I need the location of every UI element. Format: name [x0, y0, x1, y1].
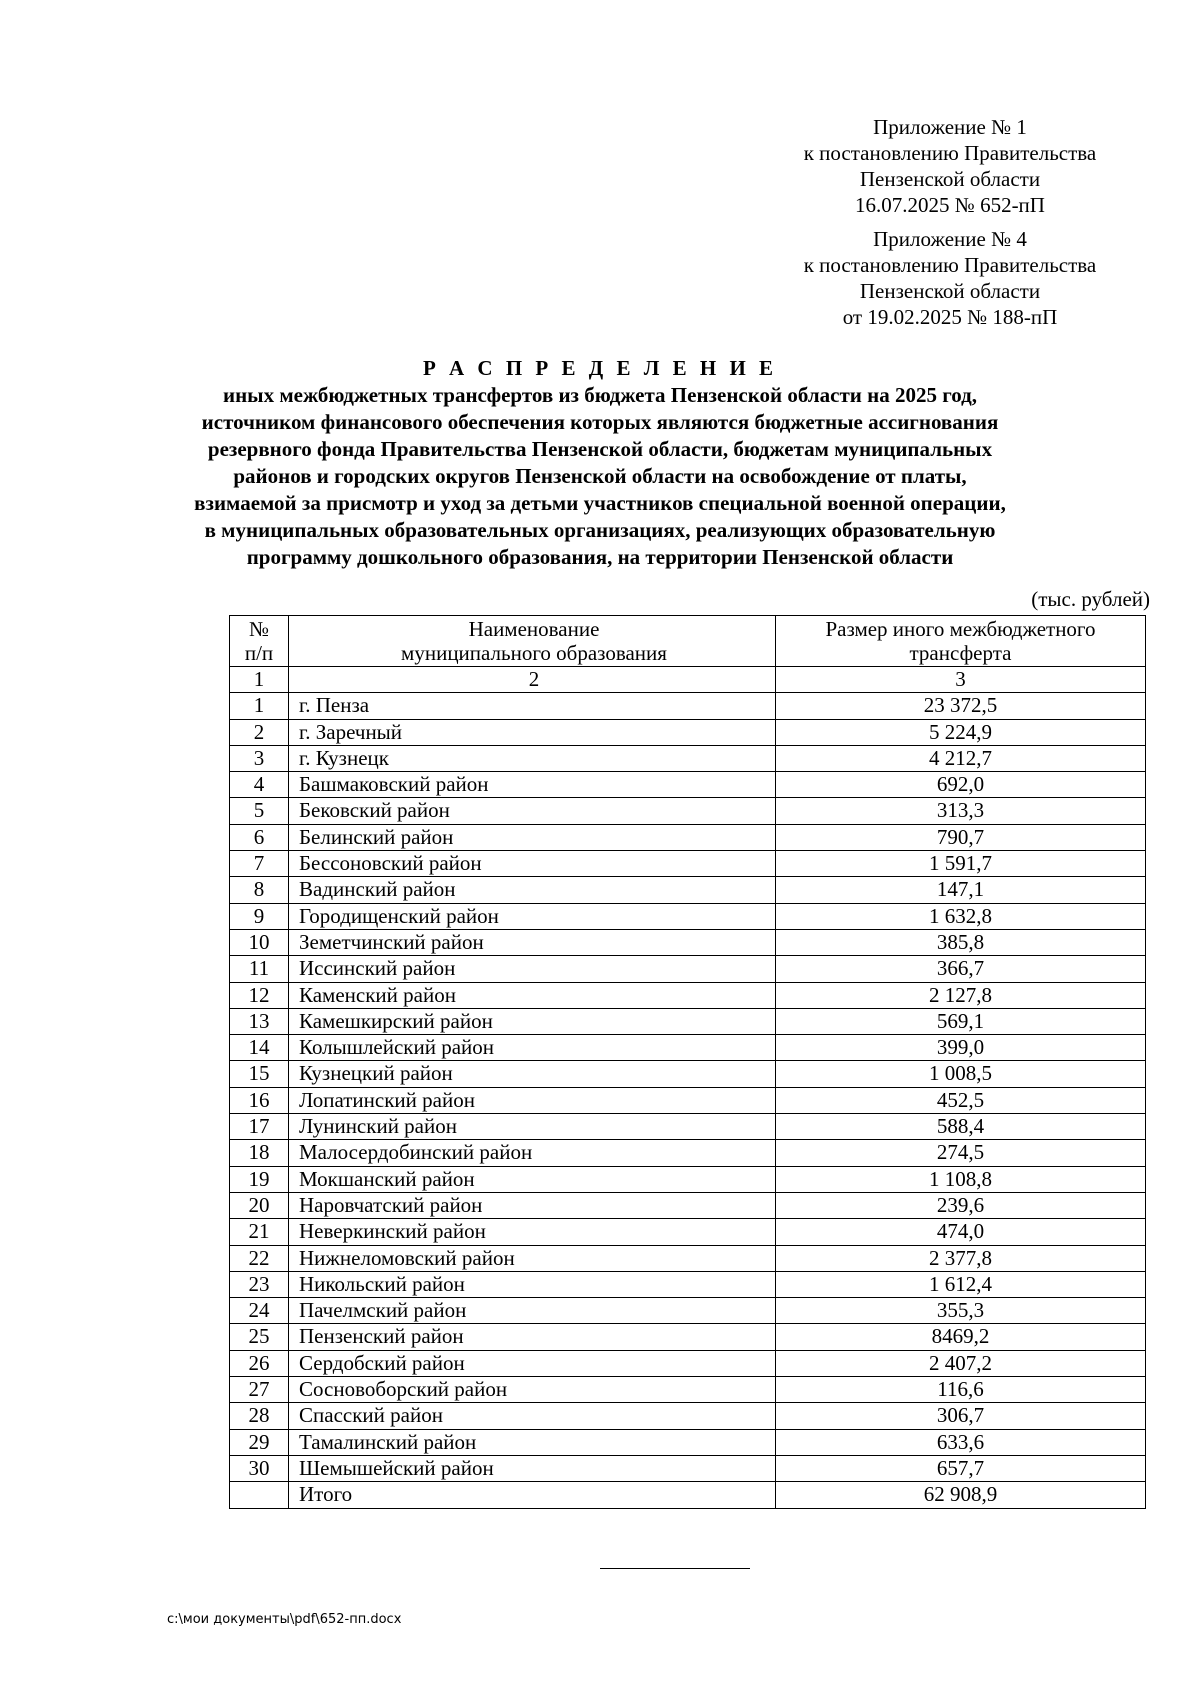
row-number-cell: 18: [230, 1140, 289, 1166]
row-number-cell: 19: [230, 1166, 289, 1192]
row-number-cell: 26: [230, 1350, 289, 1376]
table-row: [230, 693, 1146, 719]
municipality-name-cell: Итого: [289, 1482, 776, 1508]
header-name-line1: Наименование: [468, 617, 600, 641]
municipality-name-cell: Белинский район: [289, 824, 776, 850]
column-number-1: 1: [230, 667, 289, 693]
row-number-cell: 12: [230, 982, 289, 1008]
municipality-name-cell: Малосердобинский район: [289, 1140, 776, 1166]
column-number-2: 2: [289, 667, 776, 693]
municipality-name-cell: Наровчатский район: [289, 1192, 776, 1218]
header-number: [230, 616, 289, 667]
municipality-name-cell: Спасский район: [289, 1403, 776, 1429]
transfer-amount-cell: 692,0: [776, 772, 1146, 798]
municipality-name-cell: г. Кузнецк: [289, 745, 776, 771]
transfer-amount-cell: 8469,2: [776, 1324, 1146, 1350]
row-number-cell: 16: [230, 1087, 289, 1113]
appendix-4-decree: к постановлению Правительства: [803, 253, 1097, 277]
table-row: [230, 956, 1146, 982]
transfer-amount-cell: 569,1: [776, 1008, 1146, 1034]
municipality-name-cell: Башмаковский район: [289, 772, 776, 798]
row-number-cell: 4: [230, 772, 289, 798]
row-number-cell: 8: [230, 877, 289, 903]
table-row: [230, 745, 1146, 771]
title-heading: Р А С П Р Е Д Е Л Е Н И Е: [422, 356, 778, 380]
transfer-amount-cell: 23 372,5: [776, 693, 1146, 719]
municipality-name-cell: Камешкирский район: [289, 1008, 776, 1034]
row-number-cell: 15: [230, 1061, 289, 1087]
transfer-amount-cell: 62 908,9: [776, 1482, 1146, 1508]
appendix-4-region: Пензенской области: [859, 279, 1041, 303]
municipality-name-cell: г. Пенза: [289, 693, 776, 719]
title-line: в муниципальных образовательных организациях, реализующих образовательную: [204, 518, 996, 542]
total-row: [230, 1482, 1146, 1508]
municipality-name-cell: Сосновоборский район: [289, 1377, 776, 1403]
row-number-cell: 14: [230, 1035, 289, 1061]
row-number-cell: 28: [230, 1403, 289, 1429]
municipality-name-cell: г. Заречный: [289, 719, 776, 745]
municipality-name-cell: Бековский район: [289, 798, 776, 824]
appendix-4-block: [760, 226, 1140, 330]
row-number-cell: 30: [230, 1455, 289, 1481]
municipality-name-cell: Городищенский район: [289, 903, 776, 929]
row-number-cell: 1: [230, 693, 289, 719]
municipality-name-cell: Пензенский район: [289, 1324, 776, 1350]
header-number-line2: п/п: [244, 641, 274, 665]
transfer-amount-cell: 5 224,9: [776, 719, 1146, 745]
table-row: [230, 1271, 1146, 1297]
row-number-cell: 7: [230, 851, 289, 877]
table-row: [230, 1324, 1146, 1350]
header-value: [776, 616, 1146, 667]
row-number-cell: 10: [230, 929, 289, 955]
municipality-name-cell: Колышлейский район: [289, 1035, 776, 1061]
transfer-amount-cell: 452,5: [776, 1087, 1146, 1113]
transfer-amount-cell: 147,1: [776, 877, 1146, 903]
header-value-line1: Размер иного межбюджетного: [825, 617, 1096, 641]
table-row: [230, 1245, 1146, 1271]
municipality-name-cell: Нижнеломовский район: [289, 1245, 776, 1271]
transfer-amount-cell: 633,6: [776, 1429, 1146, 1455]
units-label: (тыс. рублей): [1031, 587, 1150, 611]
municipality-name-cell: Кузнецкий район: [289, 1061, 776, 1087]
title-line: районов и городских округов Пензенской области на освобождение от платы,: [233, 464, 967, 488]
row-number-cell: 5: [230, 798, 289, 824]
transfer-amount-cell: 1 008,5: [776, 1061, 1146, 1087]
header-name: [289, 616, 776, 667]
table-row: [230, 1114, 1146, 1140]
table-row: [230, 798, 1146, 824]
row-number-cell: 17: [230, 1114, 289, 1140]
table-row: [230, 1008, 1146, 1034]
municipality-name-cell: Шемышейский район: [289, 1455, 776, 1481]
municipality-name-cell: Бессоновский район: [289, 851, 776, 877]
row-number-cell: 20: [230, 1192, 289, 1218]
transfer-amount-cell: 2 377,8: [776, 1245, 1146, 1271]
row-number-cell: 2: [230, 719, 289, 745]
row-number-cell: 6: [230, 824, 289, 850]
transfer-amount-cell: 790,7: [776, 824, 1146, 850]
municipality-name-cell: Лопатинский район: [289, 1087, 776, 1113]
municipality-name-cell: Неверкинский район: [289, 1219, 776, 1245]
file-path-footer: c:\мои документы\pdf\652-пп.docx: [167, 1612, 402, 1627]
table-row: [230, 851, 1146, 877]
transfer-amount-cell: 274,5: [776, 1140, 1146, 1166]
transfer-amount-cell: 1 591,7: [776, 851, 1146, 877]
appendix-1-number: Приложение № 1: [873, 115, 1027, 139]
row-number-cell: 3: [230, 745, 289, 771]
header-value-line2: трансферта: [909, 641, 1012, 665]
table-row: [230, 1087, 1146, 1113]
document-title: [150, 355, 1050, 571]
distribution-table: [229, 615, 1146, 1509]
separator-line: [600, 1568, 750, 1569]
transfer-amount-cell: 588,4: [776, 1114, 1146, 1140]
transfer-amount-cell: 1 612,4: [776, 1271, 1146, 1297]
municipality-name-cell: Земетчинский район: [289, 929, 776, 955]
transfer-amount-cell: 355,3: [776, 1298, 1146, 1324]
municipality-name-cell: Вадинский район: [289, 877, 776, 903]
table-row: [230, 824, 1146, 850]
transfer-amount-cell: 306,7: [776, 1403, 1146, 1429]
table-row: [230, 1455, 1146, 1481]
transfer-amount-cell: 366,7: [776, 956, 1146, 982]
header-number-line1: №: [248, 617, 270, 641]
table-row: [230, 1061, 1146, 1087]
row-number-cell: 22: [230, 1245, 289, 1271]
transfer-amount-cell: 313,3: [776, 798, 1146, 824]
transfer-amount-cell: 399,0: [776, 1035, 1146, 1061]
transfer-amount-cell: 2 407,2: [776, 1350, 1146, 1376]
transfer-amount-cell: 385,8: [776, 929, 1146, 955]
transfer-amount-cell: 4 212,7: [776, 745, 1146, 771]
table-row: [230, 1350, 1146, 1376]
row-number-cell: 21: [230, 1219, 289, 1245]
transfer-amount-cell: 1 108,8: [776, 1166, 1146, 1192]
table-row: [230, 1377, 1146, 1403]
table-row: [230, 1219, 1146, 1245]
table-row: [230, 903, 1146, 929]
transfer-amount-cell: 657,7: [776, 1455, 1146, 1481]
appendix-4-number: Приложение № 4: [873, 227, 1027, 251]
municipality-name-cell: Каменский район: [289, 982, 776, 1008]
table-row: [230, 982, 1146, 1008]
municipality-name-cell: Мокшанский район: [289, 1166, 776, 1192]
row-number-cell: 25: [230, 1324, 289, 1350]
table-row: [230, 772, 1146, 798]
transfer-amount-cell: 1 632,8: [776, 903, 1146, 929]
row-number-cell: [230, 1482, 289, 1508]
municipality-name-cell: Никольский район: [289, 1271, 776, 1297]
column-number-3: 3: [776, 667, 1146, 693]
row-number-cell: 24: [230, 1298, 289, 1324]
table-row: [230, 877, 1146, 903]
transfer-amount-cell: 474,0: [776, 1219, 1146, 1245]
appendix-1-region: Пензенской области: [859, 167, 1041, 191]
title-line: источником финансового обеспечения которых являются бюджетные ассигнования: [201, 410, 999, 434]
row-number-cell: 27: [230, 1377, 289, 1403]
title-line: взимаемой за присмотр и уход за детьми участников специальной военной операции,: [194, 491, 1006, 515]
column-number-row: [230, 667, 1146, 693]
appendix-1-date: 16.07.2025 № 652-пП: [855, 193, 1045, 217]
municipality-name-cell: Лунинский район: [289, 1114, 776, 1140]
municipality-name-cell: Сердобский район: [289, 1350, 776, 1376]
row-number-cell: 23: [230, 1271, 289, 1297]
municipality-name-cell: Иссинский район: [289, 956, 776, 982]
table-row: [230, 1429, 1146, 1455]
title-line: резервного фонда Правительства Пензенской области, бюджетам муниципальных: [207, 437, 993, 461]
table-row: [230, 1166, 1146, 1192]
table-row: [230, 1192, 1146, 1218]
table-row: [230, 929, 1146, 955]
row-number-cell: 9: [230, 903, 289, 929]
row-number-cell: 29: [230, 1429, 289, 1455]
appendix-1-block: [760, 114, 1140, 218]
title-line: иных межбюджетных трансфертов из бюджета Пензенской области на 2025 год,: [222, 383, 978, 407]
appendix-4-date: от 19.02.2025 № 188-пП: [842, 305, 1058, 329]
table-row: [230, 719, 1146, 745]
row-number-cell: 13: [230, 1008, 289, 1034]
row-number-cell: 11: [230, 956, 289, 982]
table-row: [230, 1035, 1146, 1061]
municipality-name-cell: Пачелмский район: [289, 1298, 776, 1324]
title-line: программу дошкольного образования, на территории Пензенской области: [246, 545, 954, 569]
transfer-amount-cell: 116,6: [776, 1377, 1146, 1403]
transfer-amount-cell: 239,6: [776, 1192, 1146, 1218]
table-row: [230, 1403, 1146, 1429]
table-row: [230, 1140, 1146, 1166]
appendix-1-decree: к постановлению Правительства: [803, 141, 1097, 165]
transfer-amount-cell: 2 127,8: [776, 982, 1146, 1008]
table-header-row: [230, 616, 1146, 667]
header-name-line2: муниципального образования: [401, 641, 667, 665]
municipality-name-cell: Тамалинский район: [289, 1429, 776, 1455]
table-row: [230, 1298, 1146, 1324]
